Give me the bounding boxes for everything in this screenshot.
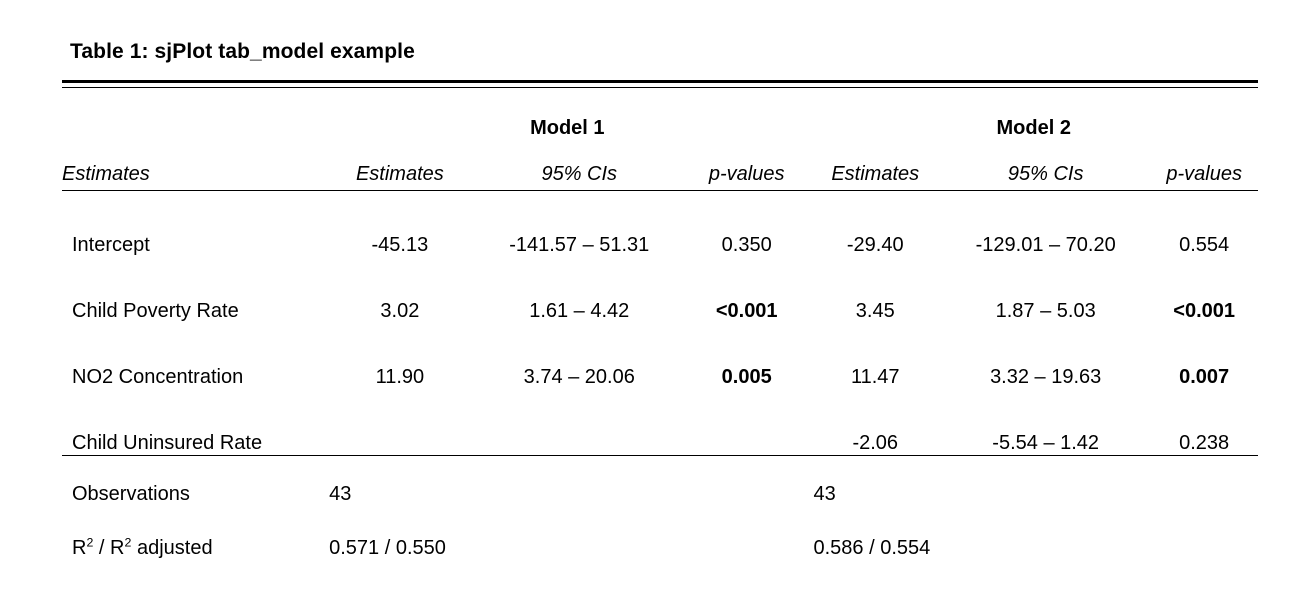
column-header-m1-cis: 95% CIs xyxy=(475,142,684,191)
cell-m1-pvalue: 0.005 xyxy=(721,366,772,388)
summary-row-observations xyxy=(62,456,1258,511)
summary-m1-observations: 43 xyxy=(329,483,352,505)
cell-m2-pvalue: <0.001 xyxy=(1173,300,1236,322)
cell-m1-estimate: 11.90 xyxy=(375,366,425,388)
header-spacer-row xyxy=(62,88,1258,97)
summary-label-observations: Observations xyxy=(72,483,190,505)
cell-m2-pvalue: 0.554 xyxy=(1179,234,1230,256)
table-row xyxy=(62,389,1258,456)
group-header-model-2: Model 2 xyxy=(996,117,1071,139)
cell-m1-ci xyxy=(475,389,684,456)
r2-superscript-1: 2 xyxy=(86,535,94,550)
column-header-estimates-label: Estimates xyxy=(62,142,325,191)
group-header-row xyxy=(62,96,1258,142)
column-header-row xyxy=(62,142,1258,191)
cell-m2-estimate: -29.40 xyxy=(846,234,904,256)
cell-m2-estimate: -2.06 xyxy=(809,389,941,456)
cell-m1-pvalue: 0.350 xyxy=(721,234,772,256)
r2-suffix: adjusted xyxy=(131,537,213,559)
cell-m2-pvalue: 0.238 xyxy=(1150,389,1258,456)
cell-m2-estimate: 11.47 xyxy=(850,366,900,388)
summary-m1-r2: 0.571 / 0.550 xyxy=(329,537,446,559)
cell-m1-pvalue xyxy=(684,389,810,456)
cell-m1-ci: -141.57 – 51.31 xyxy=(509,234,650,256)
summary-m2-observations: 43 xyxy=(813,483,836,505)
cell-m1-pvalue: <0.001 xyxy=(715,300,778,322)
table-caption: Table 1: sjPlot tab_model example xyxy=(70,40,415,63)
cell-m1-ci: 1.61 – 4.42 xyxy=(529,300,630,322)
cell-m1-estimate: 3.02 xyxy=(380,300,420,322)
cell-m2-estimate: 3.45 xyxy=(855,300,895,322)
cell-m2-pvalue: 0.007 xyxy=(1179,366,1230,388)
cell-m2-ci: 3.32 – 19.63 xyxy=(990,366,1102,388)
table-row xyxy=(62,323,1258,389)
cell-m1-estimate: -45.13 xyxy=(371,234,429,256)
column-header-m2-pvalues: p-values xyxy=(1150,142,1258,191)
table-row xyxy=(62,257,1258,323)
row-label: NO2 Concentration xyxy=(72,366,244,388)
column-header-m2-estimates: Estimates xyxy=(809,142,941,191)
row-label: Child Poverty Rate xyxy=(72,300,239,322)
r2-mid: / R xyxy=(93,537,125,559)
cell-m2-ci: 1.87 – 5.03 xyxy=(995,300,1096,322)
row-label: Intercept xyxy=(72,234,150,256)
r2-prefix: R xyxy=(72,537,87,559)
cell-m2-ci: -129.01 – 70.20 xyxy=(975,234,1116,256)
column-header-m2-cis: 95% CIs xyxy=(941,142,1150,191)
row-label: Child Uninsured Rate xyxy=(62,389,325,456)
summary-row-r2 xyxy=(62,510,1258,564)
summary-rows xyxy=(62,456,1258,565)
summary-label-r2 xyxy=(62,510,325,564)
coefficient-rows xyxy=(62,191,1258,456)
column-header-m1-estimates: Estimates xyxy=(325,142,475,191)
group-header-blank xyxy=(62,96,325,142)
cell-m1-ci: 3.74 – 20.06 xyxy=(523,366,635,388)
table-row xyxy=(62,191,1258,258)
cell-m2-ci: -5.54 – 1.42 xyxy=(941,389,1150,456)
r2-superscript-2: 2 xyxy=(124,535,132,550)
model-results-table xyxy=(62,80,1258,564)
table-head xyxy=(62,82,1258,191)
group-header-model-1: Model 1 xyxy=(530,117,605,139)
column-header-m1-pvalues: p-values xyxy=(684,142,810,191)
cell-m1-estimate xyxy=(325,389,475,456)
summary-m2-r2: 0.586 / 0.554 xyxy=(813,537,931,559)
